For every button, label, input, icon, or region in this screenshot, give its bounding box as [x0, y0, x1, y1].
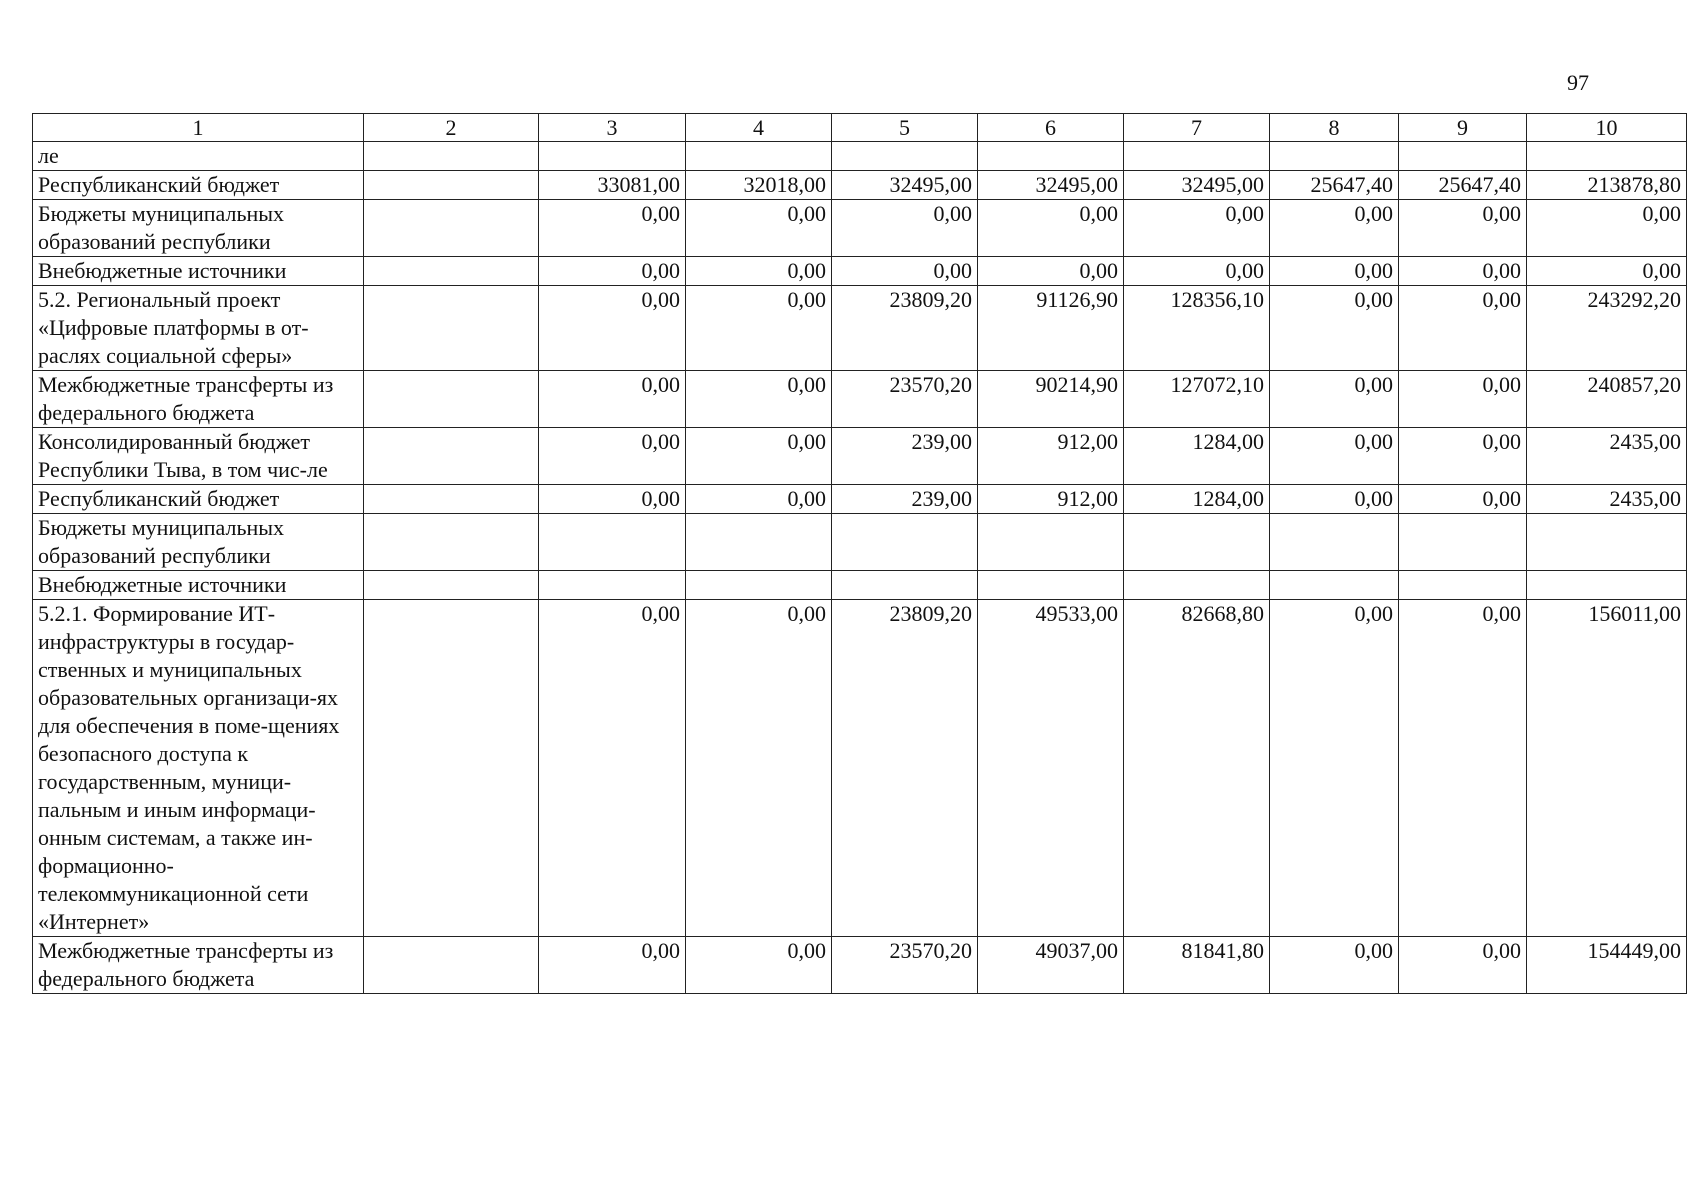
row-label: Внебюджетные источники — [33, 257, 364, 286]
value-cell: 239,00 — [832, 485, 978, 514]
value-cell: 0,00 — [1527, 200, 1687, 257]
value-cell: 0,00 — [539, 200, 686, 257]
table-row — [33, 257, 1687, 286]
value-cell: 0,00 — [1270, 286, 1399, 371]
value-cell: 0,00 — [1270, 257, 1399, 286]
value-cell: 912,00 — [978, 428, 1124, 485]
table-row — [33, 485, 1687, 514]
table-row — [33, 171, 1687, 200]
value-cell: 156011,00 — [1527, 600, 1687, 937]
value-cell: 0,00 — [1270, 937, 1399, 994]
value-cell: 127072,10 — [1124, 371, 1270, 428]
table-row — [33, 200, 1687, 257]
value-cell: 0,00 — [1399, 286, 1527, 371]
value-cell: 0,00 — [1399, 600, 1527, 937]
column-header: 9 — [1399, 114, 1527, 142]
value-cell: 0,00 — [832, 257, 978, 286]
value-cell: 23570,20 — [832, 937, 978, 994]
value-cell — [1399, 514, 1527, 571]
value-cell: 0,00 — [832, 200, 978, 257]
value-cell — [1527, 142, 1687, 171]
table-row — [33, 600, 1687, 937]
value-cell: 243292,20 — [1527, 286, 1687, 371]
row-label: Межбюджетные трансферты из федерального бюджета — [33, 937, 364, 994]
value-cell: 23809,20 — [832, 600, 978, 937]
value-cell: 49533,00 — [978, 600, 1124, 937]
value-cell — [1527, 571, 1687, 600]
value-cell: 0,00 — [1270, 200, 1399, 257]
table-row — [33, 142, 1687, 171]
row-label: ле — [33, 142, 364, 171]
table-row — [33, 571, 1687, 600]
value-cell: 154449,00 — [1527, 937, 1687, 994]
value-cell: 2435,00 — [1527, 485, 1687, 514]
row-label: Бюджеты муниципальных образований республики — [33, 200, 364, 257]
value-cell: 49037,00 — [978, 937, 1124, 994]
column-header: 8 — [1270, 114, 1399, 142]
column-header: 10 — [1527, 114, 1687, 142]
row-label: 5.2.1. Формирование ИТ-инфраструктуры в государ-ственных и муниципальных образовательных организаци-ях для обеспечения в поме-щениях безопасного доступа к государственным, муници-пальным и иным информаци-онным системам, а также ин-формационно-телекоммуникационной сети «Интернет» — [33, 600, 364, 937]
value-cell — [832, 142, 978, 171]
value-cell — [832, 514, 978, 571]
value-cell: 33081,00 — [539, 171, 686, 200]
value-cell — [1270, 514, 1399, 571]
value-cell: 0,00 — [1399, 200, 1527, 257]
header-row — [33, 114, 1687, 142]
row-label: Бюджеты муниципальных образований республики — [33, 514, 364, 571]
value-cell: 0,00 — [1399, 371, 1527, 428]
value-cell: 32018,00 — [686, 171, 832, 200]
row-label: Консолидированный бюджет Республики Тыва, в том чис-ле — [33, 428, 364, 485]
value-cell: 912,00 — [978, 485, 1124, 514]
value-cell: 0,00 — [1399, 485, 1527, 514]
column-header: 1 — [33, 114, 364, 142]
value-cell: 0,00 — [1527, 257, 1687, 286]
value-cell: 25647,40 — [1399, 171, 1527, 200]
table-body — [33, 142, 1687, 994]
value-cell: 2435,00 — [1527, 428, 1687, 485]
value-cell: 0,00 — [686, 200, 832, 257]
column-2-cell — [364, 171, 539, 200]
value-cell: 0,00 — [1270, 428, 1399, 485]
column-2-cell — [364, 514, 539, 571]
value-cell: 1284,00 — [1124, 485, 1270, 514]
value-cell: 25647,40 — [1270, 171, 1399, 200]
value-cell — [832, 571, 978, 600]
column-2-cell — [364, 937, 539, 994]
column-2-cell — [364, 600, 539, 937]
table-row — [33, 371, 1687, 428]
column-2-cell — [364, 257, 539, 286]
column-2-cell — [364, 571, 539, 600]
value-cell: 0,00 — [539, 937, 686, 994]
value-cell: 0,00 — [686, 485, 832, 514]
value-cell — [1270, 142, 1399, 171]
value-cell — [978, 514, 1124, 571]
value-cell — [1124, 142, 1270, 171]
value-cell — [1527, 514, 1687, 571]
table-row — [33, 937, 1687, 994]
value-cell: 91126,90 — [978, 286, 1124, 371]
value-cell — [686, 514, 832, 571]
column-header: 6 — [978, 114, 1124, 142]
column-2-cell — [364, 200, 539, 257]
value-cell — [1124, 514, 1270, 571]
value-cell — [539, 571, 686, 600]
row-label: Республиканский бюджет — [33, 485, 364, 514]
value-cell: 0,00 — [539, 286, 686, 371]
column-2-cell — [364, 485, 539, 514]
value-cell: 81841,80 — [1124, 937, 1270, 994]
value-cell: 0,00 — [1270, 600, 1399, 937]
table-row — [33, 428, 1687, 485]
value-cell: 0,00 — [539, 428, 686, 485]
table-row — [33, 286, 1687, 371]
value-cell — [686, 142, 832, 171]
value-cell: 0,00 — [1399, 257, 1527, 286]
value-cell: 0,00 — [1399, 937, 1527, 994]
column-2-cell — [364, 371, 539, 428]
value-cell: 213878,80 — [1527, 171, 1687, 200]
value-cell — [1399, 571, 1527, 600]
row-label: Внебюджетные источники — [33, 571, 364, 600]
value-cell: 0,00 — [1270, 485, 1399, 514]
value-cell: 1284,00 — [1124, 428, 1270, 485]
value-cell: 0,00 — [686, 937, 832, 994]
value-cell: 0,00 — [1270, 371, 1399, 428]
column-header: 5 — [832, 114, 978, 142]
value-cell — [1270, 571, 1399, 600]
value-cell: 0,00 — [686, 428, 832, 485]
value-cell: 0,00 — [978, 257, 1124, 286]
column-2-cell — [364, 428, 539, 485]
value-cell — [686, 571, 832, 600]
value-cell: 0,00 — [1124, 200, 1270, 257]
budget-table — [32, 113, 1687, 994]
page-number: 97 — [1567, 70, 1589, 95]
value-cell: 0,00 — [1124, 257, 1270, 286]
value-cell — [978, 571, 1124, 600]
value-cell: 0,00 — [539, 600, 686, 937]
row-label: Межбюджетные трансферты из федерального бюджета — [33, 371, 364, 428]
value-cell: 0,00 — [978, 200, 1124, 257]
value-cell: 239,00 — [832, 428, 978, 485]
value-cell: 0,00 — [1399, 428, 1527, 485]
value-cell: 0,00 — [686, 371, 832, 428]
row-label: Республиканский бюджет — [33, 171, 364, 200]
value-cell: 32495,00 — [832, 171, 978, 200]
value-cell: 32495,00 — [978, 171, 1124, 200]
value-cell — [1124, 571, 1270, 600]
value-cell: 23570,20 — [832, 371, 978, 428]
value-cell: 32495,00 — [1124, 171, 1270, 200]
value-cell: 128356,10 — [1124, 286, 1270, 371]
value-cell: 0,00 — [539, 371, 686, 428]
value-cell — [539, 514, 686, 571]
value-cell: 23809,20 — [832, 286, 978, 371]
value-cell: 0,00 — [686, 257, 832, 286]
value-cell: 82668,80 — [1124, 600, 1270, 937]
row-label: 5.2. Региональный проект «Цифровые платформы в от-раслях социальной сферы» — [33, 286, 364, 371]
column-2-cell — [364, 286, 539, 371]
value-cell: 0,00 — [539, 485, 686, 514]
column-header: 3 — [539, 114, 686, 142]
column-header: 2 — [364, 114, 539, 142]
column-header: 4 — [686, 114, 832, 142]
value-cell: 0,00 — [686, 600, 832, 937]
value-cell — [1399, 142, 1527, 171]
table-row — [33, 514, 1687, 571]
value-cell: 240857,20 — [1527, 371, 1687, 428]
value-cell: 90214,90 — [978, 371, 1124, 428]
value-cell — [539, 142, 686, 171]
column-header: 7 — [1124, 114, 1270, 142]
value-cell: 0,00 — [539, 257, 686, 286]
column-2-cell — [364, 142, 539, 171]
value-cell — [978, 142, 1124, 171]
value-cell: 0,00 — [686, 286, 832, 371]
